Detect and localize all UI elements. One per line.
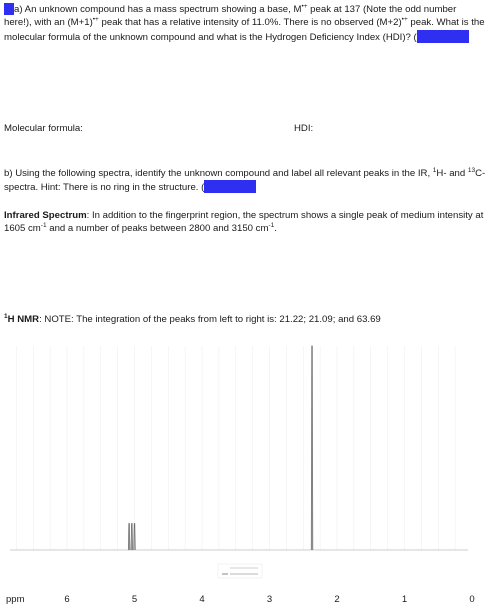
chart-grid [16,346,455,550]
redaction-box [417,30,469,43]
part-b-text-2: H- and [436,168,468,179]
radical-cation-sup: •+ [301,3,308,10]
x-tick-label: 5 [131,594,138,605]
x-tick-label: 1 [401,594,408,605]
x-tick-label: 6 [64,594,70,605]
x-axis-label: ppm [6,594,25,605]
molecular-formula-label: Molecular formula: [4,123,83,134]
nmr-sup: 1 [4,313,8,320]
part-b-text-3: C- spectra. Hint: There is no ring in the structure. ( [4,168,486,194]
ir-description [4,209,486,236]
peaks-group [0,346,313,550]
part-a-text-2: peak at 137 (Note the odd number here!), with an (M+1) [4,4,457,29]
ir-heading: Infrared Spectrum [4,210,87,221]
x-tick-label: 2 [334,594,340,605]
nmr-heading [4,313,381,326]
redaction-box [204,180,256,193]
nmr-spectrum-chart [0,338,488,613]
nmr-note: : NOTE: The integration of the peaks from left to right is: 21.22; 21.09; and 63.69 [39,314,381,325]
nmr-label: H NMR [7,314,40,325]
ir-sup-2: -1 [268,222,275,230]
h-superscript: 1 [432,167,437,174]
nmr-peak [131,523,133,550]
x-tick-labels [64,594,474,605]
ir-text-1: : In addition to the fingerprint region, the spectrum shows a single peak of medium intensity at 1605 cm [4,210,484,235]
radical-cation-sup: •+ [92,16,99,24]
hdi-label: HDI: [294,123,314,134]
redaction-box [4,3,14,15]
part-a-text-3: peak that has a relative intensity of 11.0%. There is no observed (M+2) [98,17,402,29]
nmr-peak [311,346,313,550]
question-part-a [4,3,486,44]
part-a-text-1: a) An unknown compound has a mass spectrum showing a base, M [14,4,302,15]
nmr-peak [134,523,136,550]
c-superscript: 13 [467,167,476,174]
x-tick-label: 4 [199,594,205,605]
part-b-text-1: b) Using the following spectra, identify the unknown compound and label all relevant peaks in the IR, [4,168,433,179]
radical-cation-sup: •+ [401,16,408,24]
ir-text-3: . [274,223,277,235]
nmr-peak [128,523,130,550]
x-tick-label: 0 [469,594,475,605]
question-part-b [4,167,486,195]
part-a-text-4: peak. What is the molecular formula of the unknown compound and what is the Hydrogen Deficiency Index (HDI)? ( [4,17,485,43]
legend [218,564,262,578]
ir-text-2: and a number of peaks between 2800 and 3150 cm [46,223,269,235]
x-tick-label: 3 [266,594,273,605]
ir-sup-1: -1 [40,222,47,230]
